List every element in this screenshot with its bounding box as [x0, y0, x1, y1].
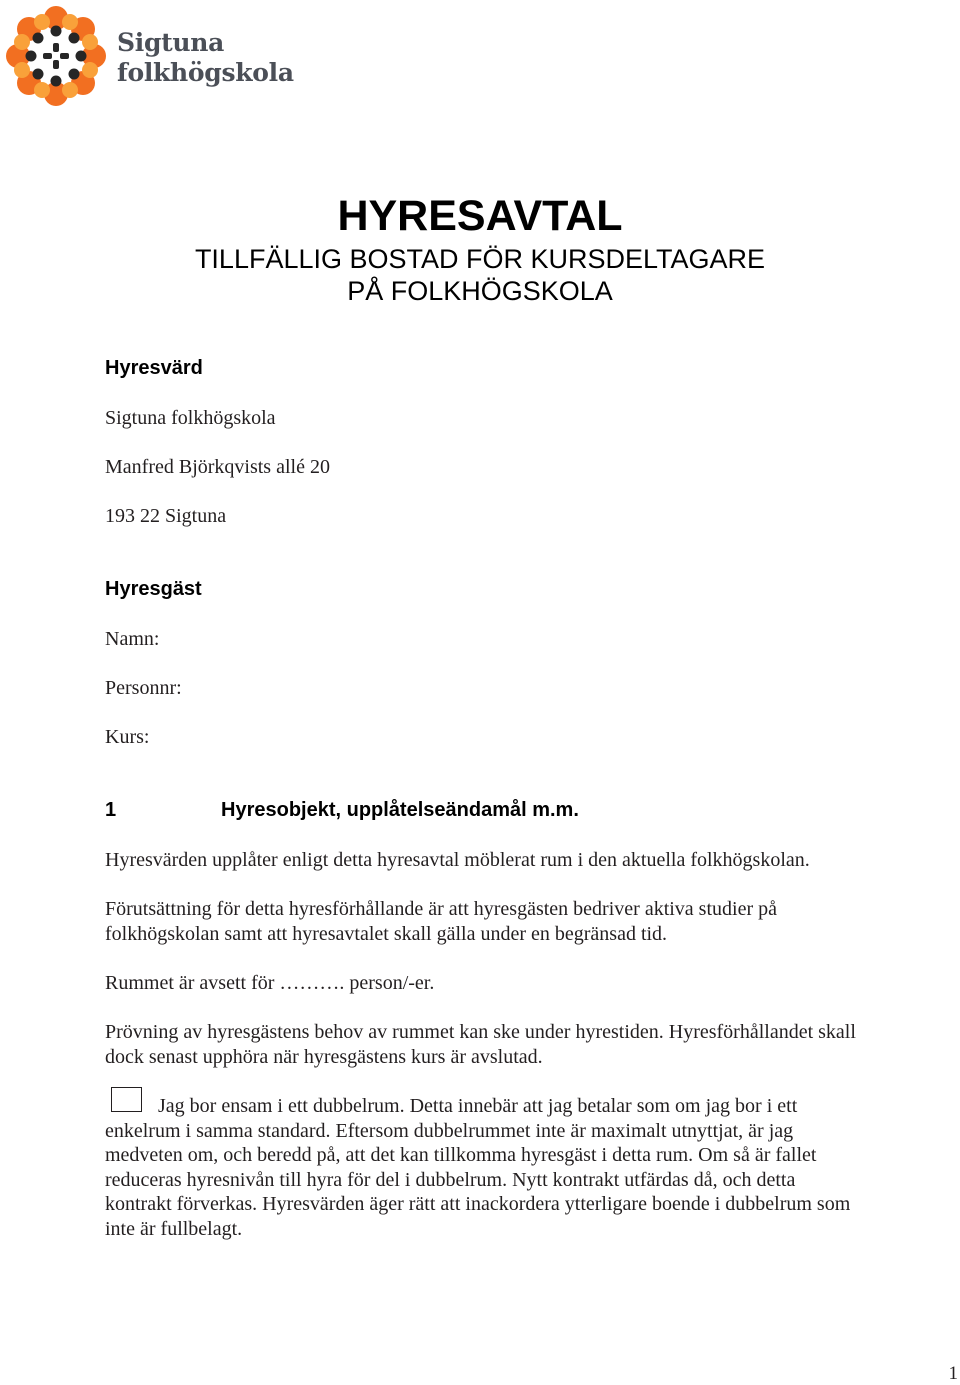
document-title: HYRESAVTAL [337, 192, 623, 240]
section-paragraph-1: Hyresvärden upplåter enligt detta hyresavtal möblerat rum i den aktuella folkhögskolan. [105, 849, 810, 871]
section-paragraph-4: Prövning av hyresgästens behov av rummet kan ske under hyrestiden. Hyresförhållandet skall dock senast upphöra när hyresgästens kurs är avslutad. [105, 1021, 856, 1068]
school-logo [4, 4, 294, 108]
landlord-heading: Hyresvärd [105, 357, 203, 379]
section-paragraph-3: Rummet är avsett för ………. person/-er. [105, 972, 435, 994]
section-title: Hyresobjekt, upplåtelseändamål m.m. [221, 799, 579, 821]
subtitle-line-2: PÅ FOLKHÖGSKOLA [347, 276, 613, 306]
page-number: 1 [948, 1363, 958, 1384]
tenant-personnr-label: Personnr: [105, 677, 182, 699]
landlord-name: Sigtuna folkhögskola [105, 407, 276, 429]
landlord-street: Manfred Björkqvists allé 20 [105, 456, 330, 478]
tenant-heading: Hyresgäst [105, 578, 202, 600]
document-subtitle [0, 243, 960, 307]
tenant-course-label: Kurs: [105, 726, 150, 748]
section-number: 1 [105, 799, 117, 821]
logo-line-2: folkhögskola [117, 58, 294, 87]
landlord-city: 193 22 Sigtuna [105, 505, 227, 527]
section-paragraph-2: Förutsättning för detta hyresförhållande är att hyresgästen bedriver aktiva studier på folkhögskolan samt att hyresavtalet skall gälla under en begränsad tid. [105, 898, 777, 945]
logo-line-1: Sigtuna [117, 28, 225, 57]
tenant-name-label: Namn: [105, 628, 160, 650]
section-paragraph-5: Jag bor ensam i ett dubbelrum. Detta innebär att jag betalar som om jag bor i ett enkelrum i samma standard. Eftersom dubbelrummet inte är maximalt utnyttjat, är jag medveten om, och beredd på, att det kan tillkomma hyresgäst i detta rum. Om så är fallet reduceras hyresnivån till hyra för del i dubbelrum. Nytt kontrakt utfärdas då, och detta kontrakt förverkas. Hyresvärden äger rätt att inackordera ytterligare boende i dubbelrum som inte är fullbelagt. [105, 1095, 851, 1240]
sun-logo-icon [4, 4, 108, 108]
logo-wordmark [117, 28, 294, 88]
subtitle-line-1: TILLFÄLLIG BOSTAD FÖR KURSDELTAGARE [194, 244, 766, 274]
